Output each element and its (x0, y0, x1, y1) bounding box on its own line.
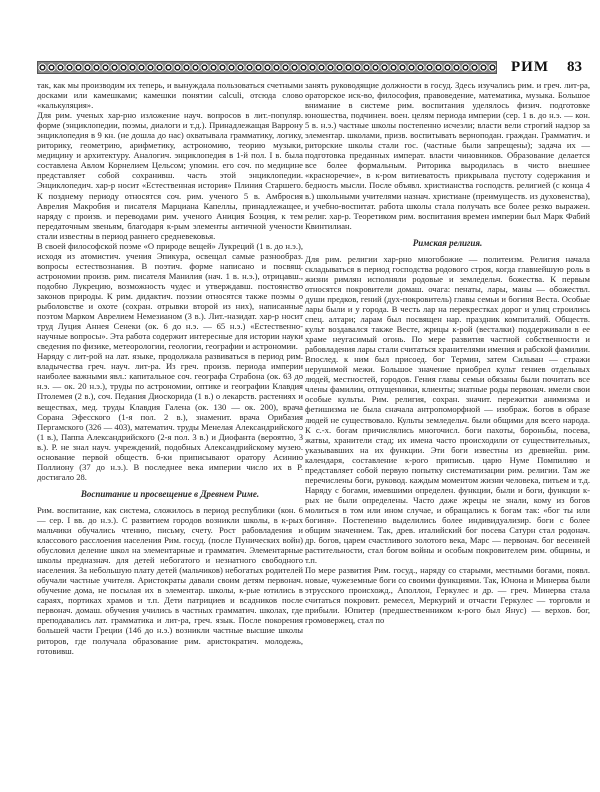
paragraph: Для рим. религии хар-рно многобожие — политеизм. Религия начала складываться в период господства родового строя, когда главнейшую роль в жизни римлян исполняли родовые и земледельч. божества. К первым относятся покровители домаш. очага: пенаты, лары, маны — обожествл. души предков, гений (дух-покровитель) главы семьи и богиня Веста. Особые лары были и у города. В честь лар на перекрестках дорог и улиц строились спец. алтари; ларам был посвящен нар. праздник компиталий. Обществ. культ воздавался также Весте, жрицы к-рой (весталки) поддерживали в ее храме неугасимый огонь. По мере развития частной собственности и рабовладения лары стали считаться хранителями имения и рабской фамилии. Впослед. к ним был присоед. бог Термин, затем Сильван — стражи нерушимой межи. Большое значение приобрел культ гениев отдельных людей, местностей, городов. Гения главы семьи обязаны были почитать все члены фамилии, отпущенники, клиенты; знатные роды первонач. имели свои особые культы. Рим. религия, сохран. значит. пережитки анимизма и фетишизма не была сначала антропоморфной — изображ. богов в образе людей не существовало. Культы земледельч. были общими для всего народа. К с.-х. богам причислялись многочисл. боги пахоты, бороньбы, посева, жатвы, хранители стад; их имена часто происходили от существительных, указывавших на их функции. Эти боги известны из древнейш. рим. календаря, составление к-рого приписыв. царю Нуме Помпилию и представляет собой первую попытку систематизации рим. религии. Там же перечислены боги, руковод. каждым моментом жизни человека, питьем и т.д. Наряду с богами, имевшими определен. функции, были и боги, функции к-рых не были определены. Часто даже жрецы не знали, кому из богов молиться в том или ином случае, и обращались к богам так: «бог ты или богиня». Постепенно выделились более индивидуализир. боги с более общим значением. Так, древ. италийский бог посева Сатурн стал родонач. др. богов, царем счастливого золотого века, Марс — первонач. бог весенней растительности, стал богом войны и особым покровителем рим. общины, и т.п. (305, 253, 590, 566)
greek-wave-ornament-icon (37, 61, 497, 74)
paragraph: По мере развития Рим. госуд., наряду со старыми, местными богами, появл. новые, чужеземные боги со своими функциями. Так, Юнона и Минерва были этрусского происхожд., Аполлон, Геркулес и др. — греч. Минерва стала считаться покровит. ремесел, Меркурий и отчасти Геркулес — торговли и прибыли. Юпитер (предшественником к-рого был Янус) — верхов. бог, громовержец, стал по (305, 565, 590, 626)
section-heading-education: Воспитание и просвещение в Древнем Риме. (80, 488, 260, 499)
page-header (37, 58, 590, 76)
section-heading-religion: Римская религия. (412, 237, 483, 248)
paragraph: Наряду с лит-рой на лат. языке, продолжала развиваться в период рим. владычества греч. науч. лит-ра. Из греч. произв. периода империи наиболее важными явл.: капитальное соч. географа Страбона (ок. 63 до н.э. — ок. 20 н.э.), труды по астрономии, оптике и географии Клавдия Птолемея (2 в.), соч. Педания Диоскорида (1 в.) о лекарств. растениях и веществах, мед. труды Клавдия Галена (ок. 130 — ок. 200), врача Сорана Эфесского (1-я пол. 2 в.), знаменит. врача Орибазия Пергамского (326 — 403), математич. труды Менелая Александрийского (1 в.), Паппа Александрийского (2-я пол. 3 в.) и Диофанта (вероятно, 3 в.). Р. не знал науч. учреждений, подобных Александрийскому музею. основание первой обществ. б-ки приписывают оратору Асинию Поллиону (37 до н.э.). В последнее века империи число их в Р. достигало 28. (37, 351, 303, 482)
paragraph: занять руководящие должности в госуд. Здесь изучались рим. и греч. лит-ра, ораторское иск-во, философия, правоведение, математика, музыка. Большое внимание в системе рим. воспитания уделялось физич. подготовке юношества, подчинен. воен. целям периода империи (сер. 1 в. до н.э. — кон. 5 в. н.э.) частные школы постепенно исчезли; власти вели строгий надзор за элементар. школами, призв. воспитывать верноподан. граждан. Грамматич. и риторские школы стали гос. (частные были запрещены); задача их — подготовка преданных императ. власти чиновников. Образование делается все более формальным. Риторика выродилась в чисто внешнее «красноречие», в к-ром витиеватость прикрывала пустоту содержания и бедность мысли. После объявл. христианства господств. религией (с конца 4 в.) школьными учителями назнач. христиане (преимуществ. из духовенства), и учебно-воспитат. работа школы стала получать все более резко выражен. религ. хар-р. Теоретиком рим. воспитания времен империи был Марк Фабий Квинтилиан. (305, 80, 590, 231)
running-head: РИМ (511, 58, 549, 75)
paragraph: В своей философской поэме «О природе вещей» Лукреций (1 в. до н.э.), исходя из атомистич. учения Эпикура, освещал самые разнообраз. вопросы естествознания. В поэтич. форме написано и посвящ. астрономии произв. рим. писателя Манилия (нач. 1 в. н.э.), отрицавш., подобно Лукрецию, возможность чудес и утверждавш. постоянство законов природы. К рим. дидактич. поэзии относятся также поэмы о рыболовстве и охоте (сохран. отрывки второй из них), написанные поэтом Марком Аврелием Немезианом (3 в.). Лит.-назидат. хар-р носит труд Луция Аннея Сенеки (ок. 6 до н.э. — 65 н.э.) «Естественно-научные вопросы». Эта работа содержит интересные для истории науки сведения по физике, метеорологии, геологии, географии и астрономии. (37, 240, 303, 352)
paragraph: Для рим. ученых хар-рно изложение науч. вопросов в лит.-популяр. форме (энциклопедии, поэмы, диалоги и т.д.). Принадлежащая Варрону энциклопедия в 9 кн. (не дошла до нас) охватывала грамматику, логику, риторику, геометрию, арифметику, астрономию, теорию музыки, медицину и архитектуру. Аналогич. энциклопедия в 1-й пол. I в. была составлена Авлом Корнелием Цельсом; упомин. его соч. по медицине представляет собой сохранивш. часть этой энциклопедии. Энциклопедич. хар-р носит «Естественная история» Плиния Старшего. К позднему периоду относятся соч. рим. ученого 5 в. Амбросия Аврелия Макробия и писателя Марциана Капеллы, принадлежащее, наряду с произв. и переводами рим. ученого Аниция Боэция, к тем передаточным звеньям, благодаря к-рым элементы античной учености стали известны в период раннего средневековья. (37, 110, 303, 241)
paragraph: Рим. воспитание, как система, сложилось в период республики (кон. 6 — сер. I вв. до н.э.). С развитием городов возникли школы, в к-рых мальчики обучались чтению, письму, счету. Рост рабовладения и классового расслоения населения Рим. госуд. (после Пунических войн) обусловил деление школ на элементарные и грамматич. Элементарные школы предназнач. для детей небогатого и незнатного свободного населения. За небольшую плату детей (мальчиков) небогатых родителей обучали частные учителя. Аристократы давали своим детям первонач. обучение дома, не посылая их в элементар. школы, к-рые ютились в сараях, портиках храмов и т.п. Дети патрициев и всадников после первонач. домаш. обучения учились в частных грамматич. школах, где преподавались лат. грамматика и лит-ра, греч. язык. После покорения большей части Греции (146 до н.э.) возникли частные высшие школы риторов, где получала образование рим. аристократич. молодежь, готовивш. (37, 504, 303, 656)
right-column (305, 80, 590, 625)
page-number: 83 (567, 58, 582, 75)
left-column (37, 80, 303, 656)
paragraph: так, как мы производим их теперь, и вынуждала пользоваться счетными досками или камешками; камешки понятии calculi, отсюда слово «калькуляция». (37, 80, 303, 111)
